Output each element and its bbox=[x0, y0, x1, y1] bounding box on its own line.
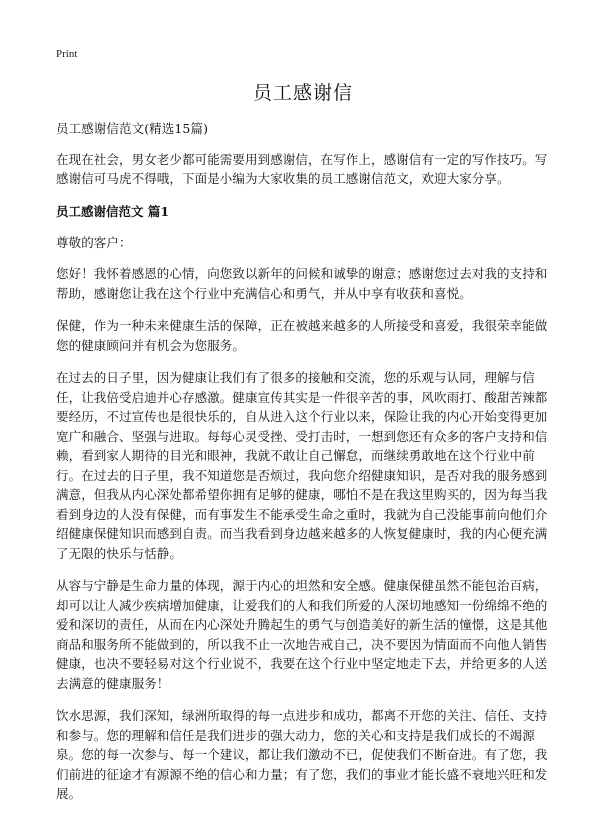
document-title: 员工感谢信 bbox=[252, 82, 353, 104]
print-link[interactable]: Print bbox=[56, 48, 78, 60]
intro-paragraph: 在现在社会，男女老少都可能需要用到感谢信，在写作上，感谢信有一定的写作技巧。写感谢信可马虎不得哦，下面是小编为大家收集的员工感谢信范文，欢迎大家分享。 bbox=[56, 151, 548, 186]
section-heading: 员工感谢信范文 篇1 bbox=[56, 203, 170, 219]
letter-greeting: 尊敬的客户： bbox=[56, 234, 132, 250]
letter-paragraph: 在过去的日子里，因为健康让我们有了很多的接触和交流，您的乐观与认同，理解与信任，让我倍受启迪并心存感激。健康宣传其实是一件很辛苦的事，风吹雨打、酸甜苦辣都要经历，不过宣传也是很快乐的，自从进入这个行业以来，保险让我的内心开始变得更加宽广和融合、坚强与进取。每每心灵受挫、受打击时，一想到您还有众多的客户支持和信赖，看到家人期待的目光和眼神，我就不敢让自己懈怠，而继续勇敢地在这个行业中前行。在过去的日子里，我不知道您是否烦过，我向您介绍健康知识，是否对我的服务感到满意，但我从内心深处都希望你拥有足够的健康，哪怕不是在我这里购买的，因为每当我看到身边的人没有保健，而有事发生不能承受生命之重时，我就为自己没能事前向他们介绍健康保健知识而感到自责。而当我看到身边越来越多的人恢复健康时，我的内心便充满了无限的快乐与恬静。 bbox=[56, 370, 548, 561]
letter-paragraph: 保健，作为一种未来健康生活的保障，正在被越来越多的人所接受和喜爱，我很荣幸能做您的健康顾问并有机会为您服务。 bbox=[56, 318, 548, 353]
document-body bbox=[56, 80, 550, 817]
letter-paragraph: 从容与宁静是生命力量的体现，源于内心的坦然和安全感。健康保健虽然不能包治百病，却可以让人减少疾病增加健康，让爱我们的人和我们所爱的人深切地感知一份绵绵不绝的爱和深切的责任，从而在内心深处升腾起生的勇气与创造美好的新生活的憧憬，这是其他商品和服务所不能做到的，所以我不止一次地告戒自己，决不要因为情面而不向他人销售健康，也决不要轻易对这个行业说不，我要在这个行业中坚定地走下去，并给更多的人送去满意的健康服务！ bbox=[56, 578, 548, 691]
letter-paragraph: 饮水思源，我们深知，绿洲所取得的每一点进步和成功，都离不开您的关注、信任、支持和参与。您的理解和信任是我们进步的强大动力，您的关心和支持是我们成长的不竭源泉。您的每一次参与、每一个建议，都让我们激动不已，促使我们不断奋进。有了您，我们前进的征途才有源源不绝的信心和力量；有了您，我们的事业才能长盛不衰地兴旺和发展。 bbox=[56, 708, 548, 801]
document-subtitle: 员工感谢信范文(精选15篇) bbox=[56, 121, 209, 136]
letter-paragraph: 您好！我怀着感恩的心情，向您致以新年的问候和诚挚的谢意；感谢您过去对我的支持和帮助，感谢您让我在这个行业中充满信心和勇气，并从中享有收获和喜悦。 bbox=[56, 266, 548, 301]
